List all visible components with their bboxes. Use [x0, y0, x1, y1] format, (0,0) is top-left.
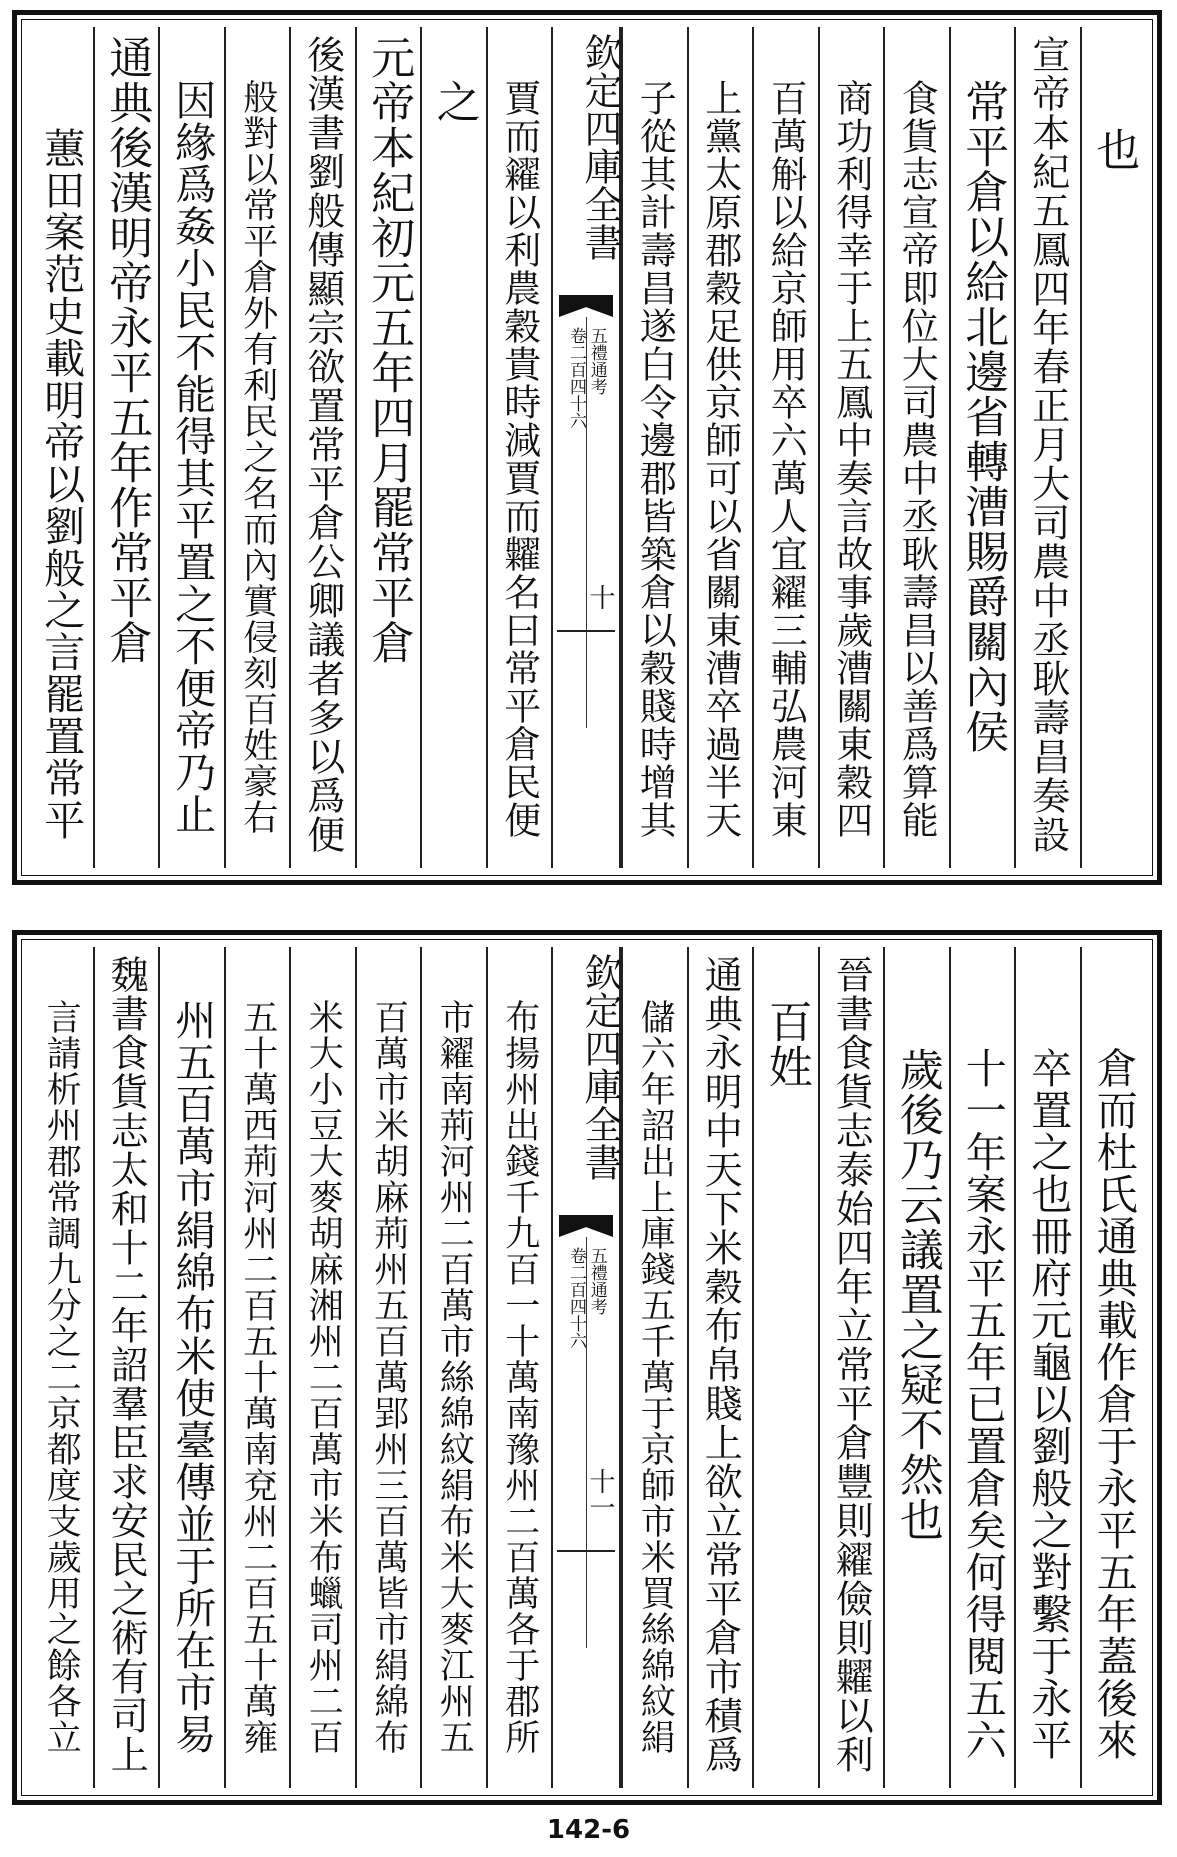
upper-text-column	[355, 27, 421, 868]
column-text: 十一年案永平五年已置倉矣何得閱五六	[958, 1047, 1007, 1761]
column-text: 百萬斛以給京師用卒六萬人宜糴三輔弘農河東	[764, 79, 808, 839]
upper-columns	[29, 27, 1145, 868]
upper-text-column	[420, 27, 486, 868]
column-text: 歲後乃云議置之疑不然也	[891, 1047, 943, 1542]
column-text: 通典永明中天下米穀布帛賤上欲立常平倉市積爲	[698, 955, 743, 1774]
lower-work-name: 五禮通考	[586, 1247, 607, 1315]
column-text: 蕙田案范史載明帝以劉般之言罷置常平	[37, 127, 86, 841]
lower-text-column	[1014, 947, 1080, 1788]
upper-leaf-number: 十	[585, 584, 615, 610]
column-text: 州五百萬市絹綿布米使臺傳並于所在市易	[168, 999, 217, 1755]
upper-center-column	[551, 27, 621, 868]
upper-text-column	[486, 27, 552, 868]
column-text: 上黨太原郡穀足供京師可以省關東漕卒過半天	[698, 79, 742, 839]
lower-text-column	[752, 947, 818, 1788]
column-text: 因緣爲姦小民不能得其平置之不便帝乃止	[168, 79, 217, 835]
column-text: 通典後漢明帝永平五年作常平倉	[101, 35, 153, 665]
column-text: 百姓	[760, 999, 812, 1089]
upper-text-column	[93, 27, 159, 868]
column-text: 米大小豆大麥胡麻湘州二百萬市米布蠟司州二百	[303, 999, 344, 1755]
upper-text-column	[621, 27, 687, 868]
column-text: 常平倉以給北邊省轉漕賜爵關內侯	[957, 79, 1009, 754]
upper-text-column	[29, 27, 93, 868]
upper-juan-number: 卷二百四十六	[566, 327, 586, 429]
upper-text-column	[687, 27, 753, 868]
upper-text-column	[752, 27, 818, 868]
lower-text-column	[949, 947, 1015, 1788]
upper-volume-label	[553, 327, 619, 429]
lower-text-column	[355, 947, 421, 1788]
lower-text-column	[29, 947, 93, 1788]
column-text: 子從其計壽昌遂白令邊郡皆築倉以穀賤時增其	[633, 79, 677, 839]
column-text: 五十萬西荊河州二百五十萬南兗州二百五十萬雍	[237, 999, 278, 1755]
column-text: 食貨志宣帝即位大司農中丞耿壽昌以善爲算能	[895, 79, 939, 839]
lower-leaf-number: 十一	[585, 1468, 615, 1520]
lower-text-column	[818, 947, 884, 1788]
lower-leaf	[12, 930, 1162, 1805]
upper-text-column	[1014, 27, 1080, 868]
upper-text-column	[224, 27, 290, 868]
upper-text-column	[1080, 27, 1146, 868]
upper-leaf	[12, 10, 1162, 885]
lower-text-column	[883, 947, 949, 1788]
fishtail-mark-icon	[559, 295, 613, 317]
column-text: 之	[428, 79, 480, 124]
column-text: 魏書食貨志太和十二年詔羣臣求安民之術有司上	[104, 955, 149, 1774]
page-number: 142-6	[546, 1815, 631, 1845]
column-text: 也	[1088, 127, 1140, 172]
lower-text-column	[289, 947, 355, 1788]
fishtail-mark-icon	[559, 1215, 613, 1237]
lower-text-column	[486, 947, 552, 1788]
upper-work-name: 五禮通考	[586, 327, 607, 395]
upper-text-column	[289, 27, 355, 868]
lower-center-column	[551, 947, 621, 1788]
column-text: 卒置之也冊府元龜以劉般之對繫于永平	[1024, 1047, 1073, 1761]
column-text: 宣帝本紀五鳳四年春正月大司農中丞耿壽昌奏設	[1025, 35, 1070, 854]
lower-juan-number: 卷二百四十六	[566, 1247, 586, 1349]
lower-volume-label	[553, 1247, 619, 1349]
column-text: 般對以常平倉外有利民之名而內實侵刻百姓豪右	[237, 79, 278, 835]
upper-text-column	[818, 27, 884, 868]
column-text: 元帝本紀初元五年四月罷常平倉	[363, 35, 415, 665]
column-text: 賈而糴以利農穀貴時減賈而糶名曰常平倉民便	[497, 79, 541, 839]
lower-book-title: 欽定四庫全書	[578, 953, 622, 1181]
upper-text-column	[883, 27, 949, 868]
lower-text-column	[224, 947, 290, 1788]
lower-text-column	[93, 947, 159, 1788]
lower-text-column	[420, 947, 486, 1788]
lower-text-column	[1080, 947, 1146, 1788]
column-text: 百萬市米胡麻荊州五百萬郢州三百萬皆市絹綿布	[368, 999, 409, 1755]
column-text: 倉而杜氏通典載作倉于永平五年蓋後來	[1089, 1047, 1138, 1761]
lower-columns	[29, 947, 1145, 1788]
upper-book-title: 欽定四庫全書	[578, 33, 622, 261]
column-text: 儲六年詔出上庫錢五千萬于京師市米買絲綿紋絹	[635, 999, 676, 1755]
lower-text-column	[687, 947, 753, 1788]
center-rule	[557, 1550, 615, 1552]
upper-text-column	[949, 27, 1015, 868]
center-rule	[557, 630, 615, 632]
column-text: 市糴南荊河州二百萬市絲綿紋絹布米大麥江州五	[434, 999, 475, 1755]
column-text: 晉書食貨志泰始四年立常平倉豐則糴儉則糶以利	[829, 955, 874, 1774]
column-text: 後漢書劉般傳顯宗欲置常平倉公卿議者多以爲便	[300, 35, 345, 854]
column-text: 商功利得幸于上五鳳中奏言故事歲漕關東穀四	[829, 79, 873, 839]
upper-text-column	[158, 27, 224, 868]
column-text: 言請析州郡常調九分之二京都度支歲用之餘各立	[41, 999, 82, 1755]
column-text: 布揚州出錢千九百一十萬南豫州二百萬各于郡所	[499, 999, 540, 1755]
lower-text-column	[158, 947, 224, 1788]
lower-text-column	[621, 947, 687, 1788]
